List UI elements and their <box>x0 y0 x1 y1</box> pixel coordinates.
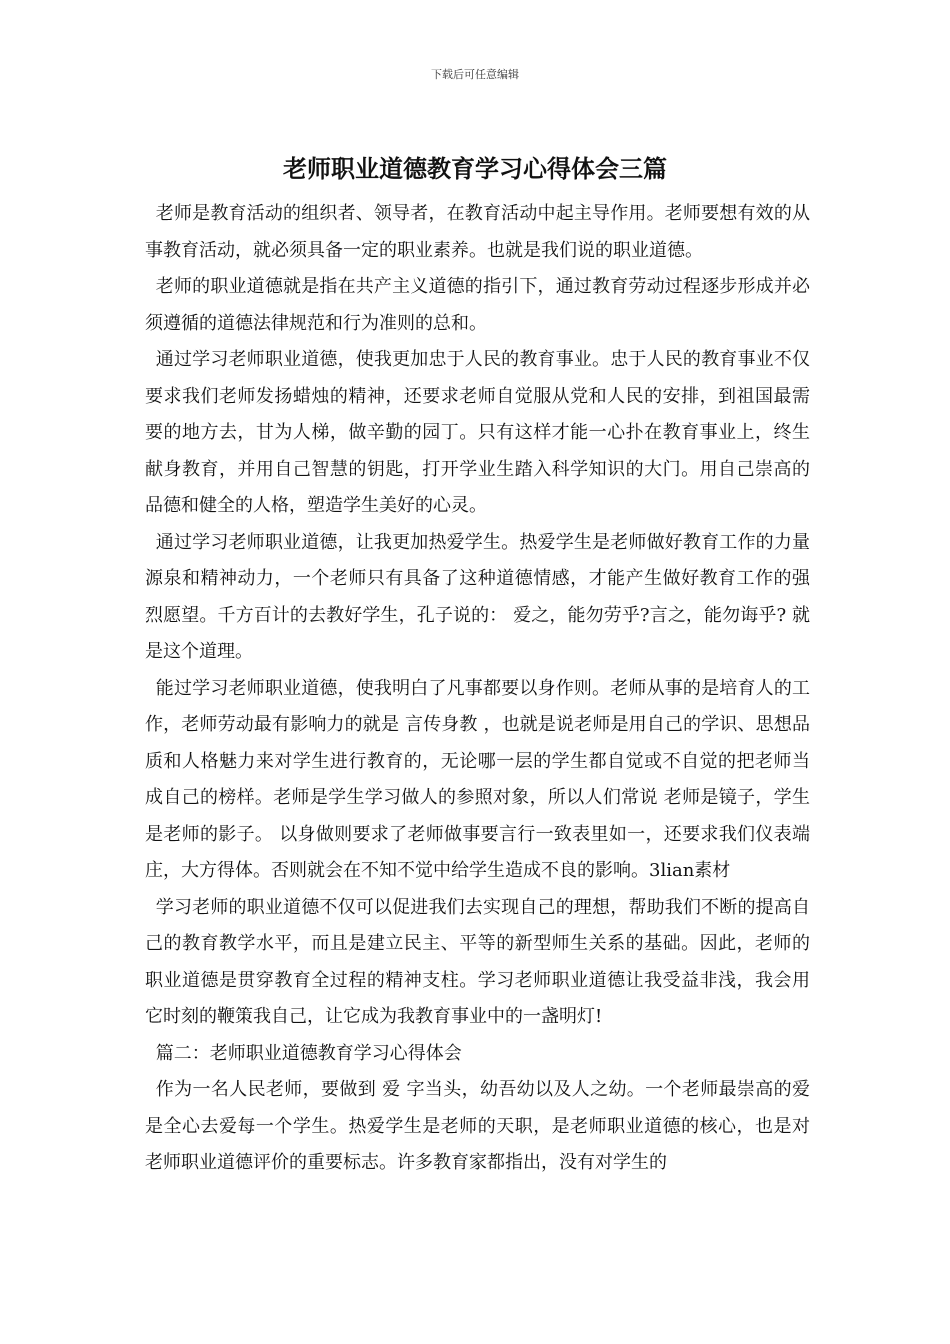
document-title: 老师职业道德教育学习心得体会三篇 <box>283 154 667 183</box>
paragraph: 学习老师的职业道德不仅可以促进我们去实现自己的理想，帮助我们不断的提高自己的教育教学水平，而且是建立民主、平等的新型师生关系的基础。因此，老师的职业道德是贯穿教育全过程的精神支柱。学习老师职业道德让我受益非浅，我会用它时刻的鞭策我自己，让它成为我教育事业中的一盏明灯! <box>145 896 810 1027</box>
paragraph: 通过学习老师职业道德，使我更加忠于人民的教育事业。忠于人民的教育事业不仅要求我们老师发扬蜡烛的精神，还要求老师自觉服从党和人民的安排，到祖国最需要的地方去，甘为人梯，做辛勤的园丁。只有这样才能一心扑在教育事业上，终生献身教育，并用自己智慧的钥匙，打开学业生踏入科学知识的大门。用自己崇高的品德和健全的人格，塑造学生美好的心灵。 <box>145 349 810 516</box>
paragraph: 作为一名人民老师，要做到 爱 字当头，幼吾幼以及人之幼。一个老师最崇高的爱是全心去爱每一个学生。热爱学生是老师的天职，是老师职业道德的核心，也是对老师职业道德评价的重要标志。许多教育家都指出，没有对学生的 <box>145 1079 810 1173</box>
section-heading: 篇二：老师职业道德教育学习心得体会 <box>155 1042 462 1064</box>
document-body <box>145 196 810 1182</box>
paragraph: 老师的职业道德就是指在共产主义道德的指引下，通过教育劳动过程逐步形成并必须遵循的道德法律规范和行为准则的总和。 <box>145 276 810 334</box>
paragraph: 老师是教育活动的组织者、领导者，在教育活动中起主导作用。老师要想有效的从事教育活动，就必须具备一定的职业素养。也就是我们说的职业道德。 <box>145 203 810 261</box>
page-header-note: 下载后可任意编辑 <box>431 68 519 81</box>
paragraph: 通过学习老师职业道德，让我更加热爱学生。热爱学生是老师做好教育工作的力量源泉和精神动力，一个老师只有具备了这种道德情感，才能产生做好教育工作的强烈愿望。千方百计的去教好学生，孔子说的： 爱之，能勿劳乎?言之，能勿诲乎? 就是这个道理。 <box>145 531 810 662</box>
paragraph: 能过学习老师职业道德，使我明白了凡事都要以身作则。老师从事的是培育人的工作，老师劳动最有影响力的就是 言传身教 ，也就是说老师是用自己的学识、思想品质和人格魅力来对学生进行教育的，无论哪一层的学生都自觉或不自觉的把老师当成自己的榜样。老师是学生学习做人的参照对象，所以人们常说 老师是镜子，学生是老师的影子。 以身做则要求了老师做事要言行一致表里如一，还要求我们仪表端庄，大方得体。否则就会在不知不觉中给学生造成不良的影响。3lian素材 <box>145 677 810 881</box>
